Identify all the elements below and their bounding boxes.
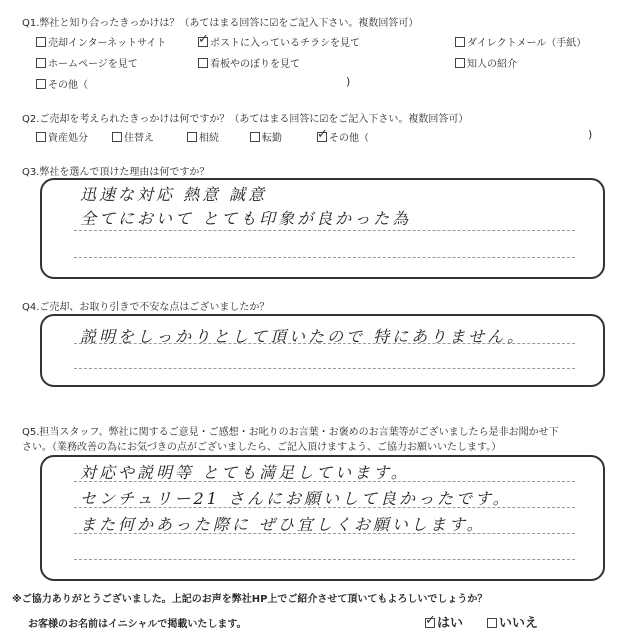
option-label: 看板やのぼりを見て — [210, 59, 300, 70]
q1-option-internet[interactable] — [36, 34, 166, 49]
q3-answer-line-1: 迅速な対応 熱意 誠意 — [80, 185, 268, 204]
q1-option-homepage[interactable] — [36, 55, 138, 70]
option-label: その他（ — [329, 133, 369, 144]
option-label: ポストに入っているチラシを見て — [210, 38, 360, 49]
checkbox[interactable] — [187, 132, 197, 142]
q5-answer-line-2: センチュリー21 さんにお願いして良かったです。 — [80, 489, 512, 508]
q4-answer-line-1: 説明をしっかりとして頂いたので 特にありません。 — [80, 327, 527, 346]
checkbox-checked[interactable] — [317, 132, 327, 142]
q1-question: Q1.弊社と知り合ったきっかけは？（あてはまる回答に☑をご記入下さい。複数回答可） — [22, 18, 419, 29]
option-label: ダイレクトメール（手紙） — [467, 38, 587, 49]
q1-option-referral[interactable] — [455, 55, 517, 70]
q2-question: Q2.ご売却を考えられたきっかけは何ですか？（あてはまる回答に☑をご記入下さい。複数回答可） — [22, 114, 469, 125]
no-label: いいえ — [499, 616, 539, 631]
option-label: 相続 — [199, 133, 219, 144]
checkbox[interactable] — [455, 58, 465, 68]
q2-option-other[interactable] — [317, 129, 369, 144]
checkbox[interactable] — [198, 58, 208, 68]
option-label: 知人の紹介 — [467, 59, 517, 70]
checkbox[interactable] — [36, 58, 46, 68]
answer-rule-line — [74, 559, 575, 560]
answer-rule-line — [74, 230, 575, 231]
q4-question: Q4.ご売却、お取り引きで不安な点はございましたか？ — [22, 302, 270, 313]
checkbox[interactable] — [250, 132, 260, 142]
q1-option-direct-mail[interactable] — [455, 34, 586, 49]
checkbox-checked[interactable] — [425, 618, 435, 628]
q2-option-relocation[interactable] — [112, 129, 154, 144]
initials-note: お客様のお名前はイニシャルで掲載いたします。 — [28, 619, 247, 630]
q1-option-other[interactable] — [36, 76, 88, 91]
option-label: 転勤 — [262, 133, 282, 144]
q5-question-line-2: さい。（業務改善の為にお気づきの点がございましたら、ご記入頂けますよう、ご協力お願いいたします。） — [22, 442, 502, 453]
checkbox[interactable] — [36, 79, 46, 89]
checkbox[interactable] — [112, 132, 122, 142]
q1-option-flyer[interactable] — [198, 34, 360, 49]
q5-question-line-1: Q5.担当スタッフ、弊社に関するご意見・ご感想・お叱りのお言葉・お褒めのお言葉等がございましたら是非お聞かせ下 — [22, 427, 559, 438]
option-label: その他（ — [48, 80, 88, 91]
q1-option-signboard[interactable] — [198, 55, 300, 70]
checkbox-checked[interactable] — [198, 37, 208, 47]
consent-question: ※ご協力ありがとうございました。上記のお声を弊社HP上でご紹介させて頂いてもよろしいでしょうか？ — [12, 594, 488, 605]
q4-answer-box[interactable] — [40, 314, 605, 387]
checkbox[interactable] — [455, 37, 465, 47]
option-label: 売却インターネットサイト — [48, 38, 167, 49]
checkbox[interactable] — [36, 37, 46, 47]
answer-rule-line — [74, 368, 575, 369]
option-label: 資産処分 — [48, 133, 88, 144]
q3-answer-box[interactable] — [40, 178, 605, 279]
consent-no-option[interactable] — [487, 612, 538, 631]
q2-option-transfer[interactable] — [250, 129, 282, 144]
checkbox[interactable] — [36, 132, 46, 142]
q5-answer-box[interactable] — [40, 455, 605, 581]
option-label: ホームページを見て — [48, 59, 138, 70]
q1-other-close-paren: ) — [346, 75, 351, 88]
checkbox[interactable] — [487, 618, 497, 628]
q5-answer-line-1: 対応や説明等 とても満足しています。 — [80, 463, 410, 482]
q3-answer-line-2: 全てにおいて とても印象が良かった為 — [80, 209, 412, 228]
q3-question: Q3.弊社を選んで頂けた理由は何ですか？ — [22, 167, 210, 178]
q2-option-asset[interactable] — [36, 129, 88, 144]
option-label: 住替え — [124, 133, 154, 144]
q2-other-close-paren: ) — [588, 128, 593, 141]
q2-option-inheritance[interactable] — [187, 129, 219, 144]
yes-label: はい — [437, 616, 464, 631]
q5-answer-line-3: また何かあった際に ぜひ宜しくお願いします。 — [80, 515, 486, 534]
answer-rule-line — [74, 257, 575, 258]
consent-yes-option[interactable] — [425, 612, 463, 631]
